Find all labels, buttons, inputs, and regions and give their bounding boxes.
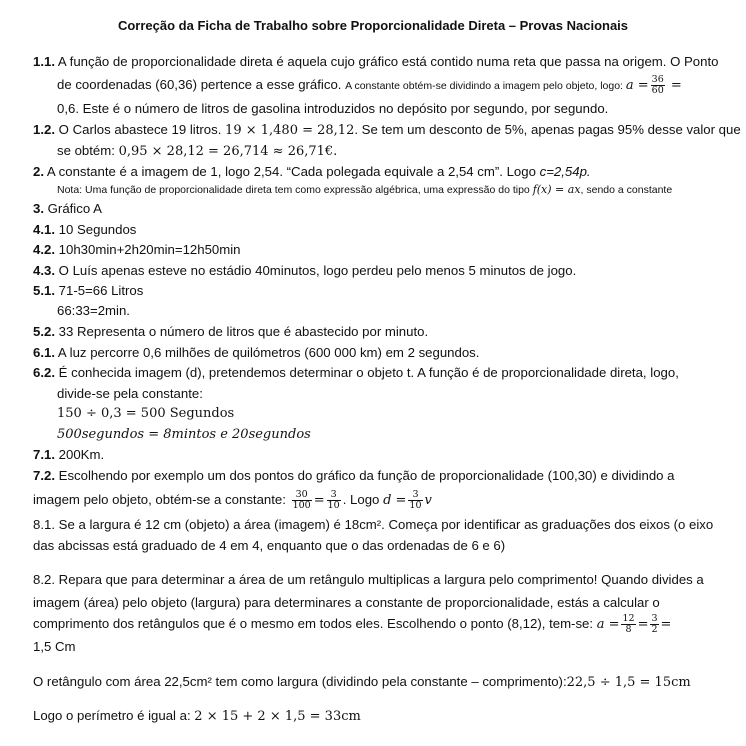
item-text: Se a largura é 12 cm (objeto) a área (imagem) é 18cm². Começa por identificar as graduações dos eixos (o eixo — [55, 517, 714, 532]
denominator: 60 — [651, 85, 664, 96]
item-4-1 — [33, 221, 136, 239]
numerator: 3 — [651, 613, 658, 624]
numerator: 30 — [292, 490, 312, 501]
denominator: 10 — [409, 500, 422, 511]
math-expr: 22,5 ÷ 1,5 = 15cm — [566, 675, 691, 690]
item-text: . Logo — [342, 491, 384, 507]
item-number: 6.1. — [33, 345, 55, 360]
item-number: 8.2. — [33, 572, 55, 587]
item-text: Logo o perímetro é igual a: — [33, 708, 195, 723]
math-var: a = — [596, 616, 620, 632]
item-number: 7.2. — [33, 468, 55, 483]
item-text: 200Km. — [55, 447, 105, 462]
fraction — [621, 614, 635, 635]
item-number: 4.1. — [33, 222, 55, 237]
item-number: 5.2. — [33, 324, 55, 339]
item-6-2-line-1 — [33, 364, 679, 382]
item-small-text: A constante obtém-se dividindo a imagem pelo objeto, logo: — [345, 79, 626, 92]
note-text: Nota: Uma função de proporcionalidade direta tem como expressão algébrica, uma expressão do tipo — [57, 184, 533, 196]
denominator: 2 — [651, 624, 658, 635]
item-number: 2. — [33, 164, 44, 179]
math-expr: 0,95 × 28,12 = 26,714 ≈ 26,71€. — [118, 144, 338, 159]
item-text: O Carlos abastece 19 litros. — [55, 122, 226, 137]
item-3 — [33, 200, 102, 218]
item-7-1 — [33, 446, 104, 464]
item-text: A luz percorre 0,6 milhões de quilómetros (600 000 km) em 2 segundos. — [55, 345, 480, 360]
item-text: Repara que para determinar a área de um retângulo multiplicas a largura pelo comprimento! Quando divides a — [55, 572, 704, 587]
item-number: 6.2. — [33, 365, 55, 380]
item-text: Escolhendo por exemplo um dos pontos do gráfico da função de proporcionalidade (100,30) e dividindo a — [55, 468, 675, 483]
fraction — [327, 490, 341, 511]
item-text: 71-5=66 Litros — [55, 283, 144, 298]
item-number: 4.2. — [33, 242, 55, 257]
math-eq: = — [637, 616, 649, 632]
item-8-2-line-3 — [33, 614, 671, 635]
fraction — [408, 490, 422, 511]
numerator: 36 — [651, 74, 664, 85]
item-number: 1.2. — [33, 122, 55, 137]
page-title: Correção da Ficha de Trabalho sobre Proporcionalidade Direta – Provas Nacionais — [117, 18, 629, 33]
item-text: . Se tem um desconto de 5%, apenas pagas 95% desse valor que — [354, 122, 741, 137]
math-eq: = — [660, 616, 672, 632]
item-number: 4.3. — [33, 263, 55, 278]
item-text: A função de proporcionalidade direta é aquela cujo gráfico está contido numa reta que passa na origem. O Ponto — [55, 54, 719, 69]
item-text: de coordenadas (60,36) pertence a esse gráfico. — [57, 76, 346, 92]
item-6-2-line-4: 500segundos = 8mintos e 20segundos — [57, 427, 311, 442]
fraction — [651, 75, 665, 96]
item-text: O Luís apenas esteve no estádio 40minutos, logo perdeu pelo menos 5 minutos de jogo. — [55, 263, 577, 278]
item-8-1-line-2: das abcissas está graduado de 4 em 4, enquanto que o das ordenadas de 6 e 6) — [33, 538, 506, 553]
item-text: É conhecida imagem (d), pretendemos determinar o objeto t. A função é de proporcionalidade direta, logo, — [55, 365, 679, 380]
item-text: 33 Representa o número de litros que é abastecido por minuto. — [55, 324, 429, 339]
item-8-2-line-1 — [33, 571, 704, 589]
item-number: 3. — [33, 201, 44, 216]
item-text: A constante é a imagem de 1, logo 2,54. “Cada polegada equivale a 2,54 cm”. Logo — [44, 164, 540, 179]
numerator: 3 — [327, 490, 341, 501]
fraction — [650, 614, 658, 635]
item-5-1-line-2: 66:33=2min. — [57, 303, 130, 318]
math-eq: = — [313, 492, 325, 508]
item-8-2-line-2: imagem (área) pelo objeto (largura) para determinares a constante de proporcionalidade, estás a calcular o — [33, 595, 660, 610]
paragraph-perimeter — [33, 707, 361, 726]
fraction — [292, 490, 312, 511]
item-text: O retângulo com área 22,5cm² tem como largura (dividindo pela constante – comprimento): — [33, 674, 567, 689]
math-var: a = — [625, 77, 649, 93]
math-eq: = — [666, 77, 682, 93]
item-8-2-line-4: 1,5 Cm — [33, 639, 76, 654]
paragraph-width — [33, 673, 691, 692]
item-5-2 — [33, 323, 428, 341]
item-7-2-line-1 — [33, 467, 675, 485]
item-number: 8.1. — [33, 517, 55, 532]
note-text: , sendo a constante — [580, 184, 673, 196]
item-number: 1.1. — [33, 54, 55, 69]
denominator: 8 — [625, 624, 632, 635]
item-4-3 — [33, 262, 576, 280]
item-6-2-line-2: divide-se pela constante: — [57, 386, 203, 401]
item-7-2-line-2 — [33, 490, 432, 511]
item-number: 5.1. — [33, 283, 55, 298]
item-text: 10h30min+2h20min=12h50min — [55, 242, 241, 257]
item-1-2-line-1 — [33, 121, 741, 140]
numerator: 3 — [408, 490, 422, 501]
denominator: 100 — [292, 500, 311, 511]
item-4-2 — [33, 241, 241, 259]
item-text: 10 Segundos — [55, 222, 137, 237]
item-1-2-line-2 — [57, 142, 337, 161]
item-1-1-line-2 — [57, 75, 682, 96]
numerator: 12 — [622, 613, 635, 624]
math-expr: 2 × 15 + 2 × 1,5 = 33cm — [194, 709, 361, 724]
item-text: se obtém: — [57, 143, 119, 158]
math-expr: 19 × 1,480 = 28,12 — [225, 123, 355, 138]
math-expr: f(x) = ax — [532, 183, 581, 196]
item-text: Gráfico A — [44, 201, 102, 216]
item-text: imagem pelo objeto, obtém-se a constante: — [33, 491, 290, 507]
math-var: v — [424, 492, 432, 508]
item-1-1-line-3: 0,6. Este é o número de litros de gasolina introduzidos no depósito por segundo, por segundo. — [57, 101, 609, 116]
item-6-1 — [33, 344, 479, 362]
item-number: 7.1. — [33, 447, 55, 462]
item-2-line-1 — [33, 163, 591, 181]
item-2-note — [57, 181, 672, 199]
denominator: 10 — [327, 500, 340, 511]
item-6-2-line-3: 150 ÷ 0,3 = 500 Segundos — [57, 406, 235, 421]
item-text: comprimento dos retângulos que é o mesmo em todos eles. Escolhendo o ponto (8,12), tem-se: — [33, 615, 597, 631]
item-5-1-line-1 — [33, 282, 143, 300]
item-1-1-line-1 — [33, 53, 718, 71]
item-italic-text: c=2,54p. — [539, 164, 591, 179]
math-var: d = — [383, 492, 407, 508]
item-8-1-line-1 — [33, 516, 713, 534]
